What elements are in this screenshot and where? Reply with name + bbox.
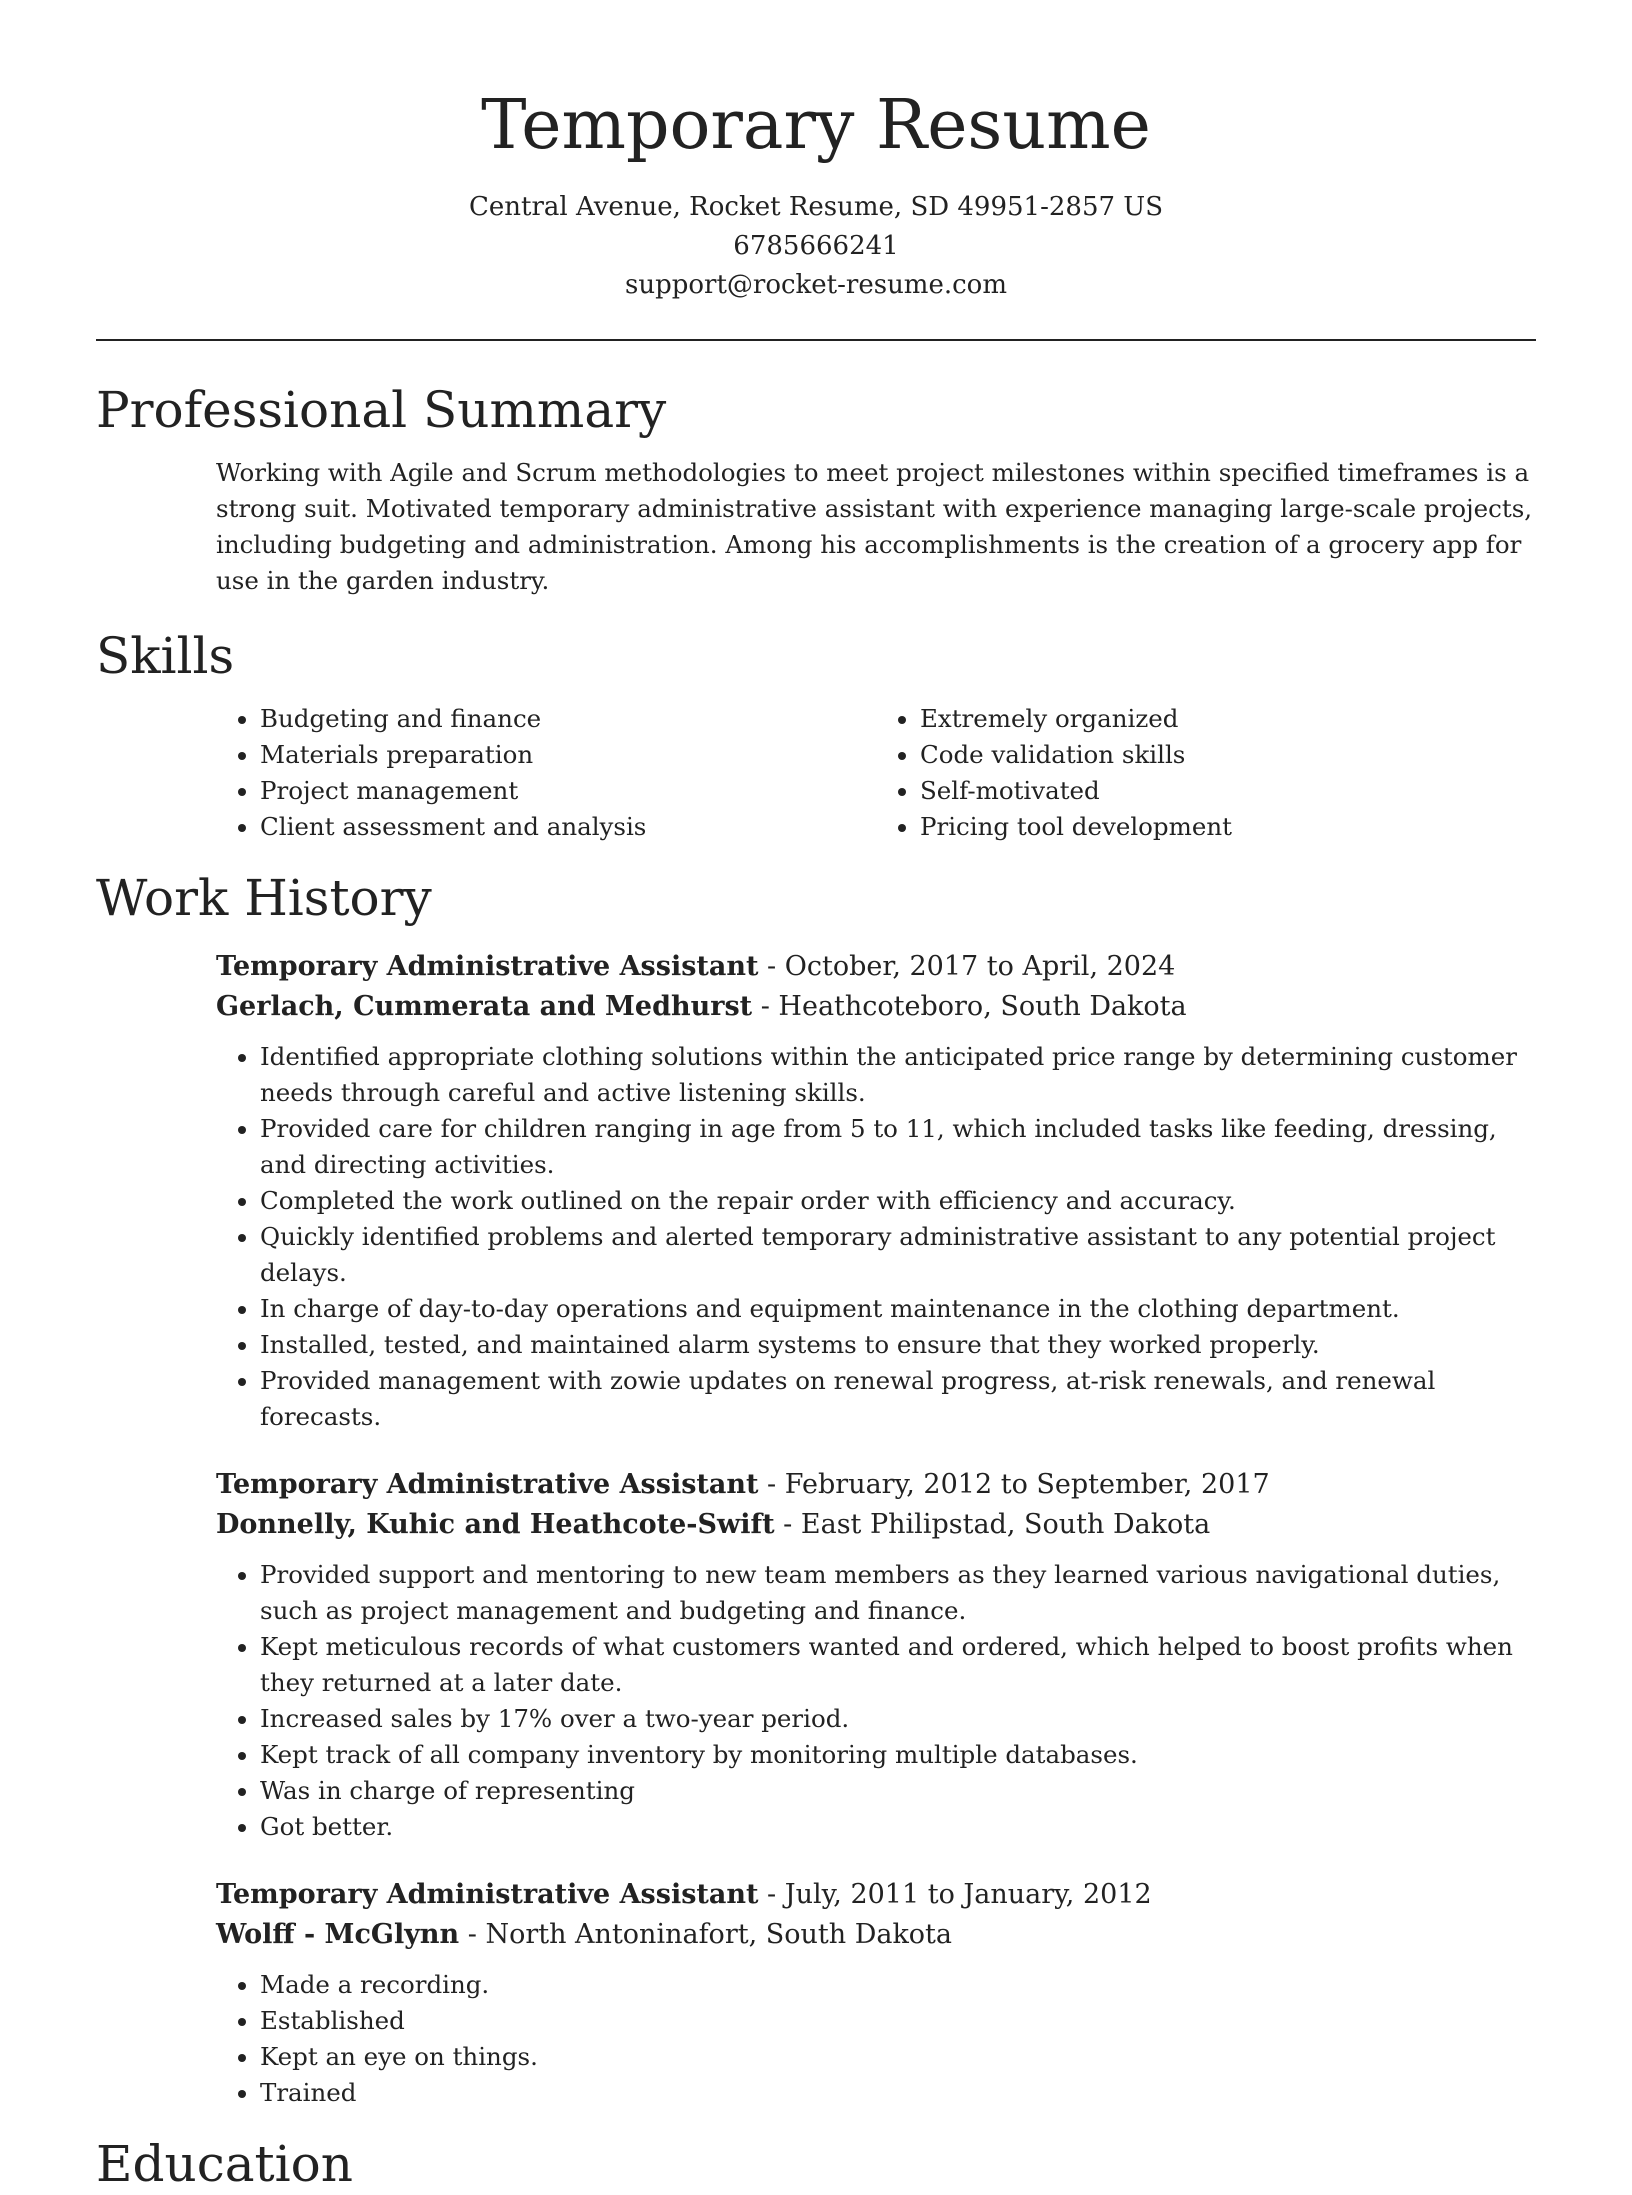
job-bullet: • In charge of day-to-day operations and equipment maintenance in the clothing department.: [260, 1291, 1536, 1327]
job-company: Gerlach, Cummerata and Medhurst: [216, 991, 753, 1022]
contact-phone: 6785666241: [733, 231, 899, 261]
job-bullet: • Trained: [260, 2075, 1536, 2111]
resume-page: [96, 0, 1536, 2195]
job-bullet: • Provided support and mentoring to new team members as they learned various navigational duties, such as project management and budgeting and finance.: [260, 1557, 1536, 1629]
skill-item: • Budgeting and finance: [260, 701, 876, 737]
education-section: [96, 2133, 1536, 2195]
section-title-skills: Skills: [96, 627, 235, 685]
job-bullet: • Got better.: [260, 1809, 1536, 1845]
job-bullets: [216, 1557, 1536, 1845]
header-divider: [96, 339, 1536, 341]
job-bullet: • Was in charge of representing: [260, 1773, 1536, 1809]
section-title-education: Education: [96, 2135, 353, 2193]
skills-section: [96, 625, 1536, 845]
skills-columns: [216, 701, 1536, 845]
skill-item: • Extremely organized: [920, 701, 1536, 737]
skills-list-left: [216, 701, 876, 845]
separator: -: [758, 1879, 785, 1910]
section-title-work: Work History: [96, 869, 432, 927]
job-location: Heathcoteboro, South Dakota: [778, 991, 1187, 1022]
job-title: Temporary Administrative Assistant: [216, 951, 759, 982]
skill-item: • Pricing tool development: [920, 809, 1536, 845]
job-dates: February, 2012 to September, 2017: [784, 1469, 1270, 1500]
job-company-line: [216, 1505, 1536, 1545]
skill-item: • Self-motivated: [920, 773, 1536, 809]
skill-item: • Project management: [260, 773, 876, 809]
job-title-line: [216, 947, 1536, 987]
job-bullet: • Kept meticulous records of what customers wanted and ordered, which helped to boost profits when they returned at a later date.: [260, 1629, 1536, 1701]
job-title: Temporary Administrative Assistant: [216, 1469, 759, 1500]
job-bullet: • Provided care for children ranging in age from 5 to 11, which included tasks like feeding, dressing, and directing activities.: [260, 1111, 1536, 1183]
job-company-line: [216, 987, 1536, 1027]
job-bullet: • Provided management with zowie updates on renewal progress, at-risk renewals, and renewal forecasts.: [260, 1363, 1536, 1435]
separator: -: [758, 951, 785, 982]
skill-item: • Code validation skills: [920, 737, 1536, 773]
job-bullet: • Quickly identified problems and alerted temporary administrative assistant to any potential project delays.: [260, 1219, 1536, 1291]
job-bullet: • Made a recording.: [260, 1967, 1536, 2003]
separator: -: [758, 1469, 785, 1500]
job-company: Donnelly, Kuhic and Heathcote-Swift: [216, 1509, 775, 1540]
job-title-line: [216, 1465, 1536, 1505]
job-location: East Philipstad, South Dakota: [800, 1509, 1211, 1540]
contact-address: Central Avenue, Rocket Resume, SD 49951-2857 US: [468, 192, 1164, 222]
resume-header: [96, 0, 1536, 305]
job-entry: [216, 947, 1536, 1027]
job-company-line: [216, 1915, 1536, 1955]
separator: -: [752, 991, 779, 1022]
job-entry: [216, 1875, 1536, 1955]
separator: -: [774, 1509, 801, 1540]
job-title-line: [216, 1875, 1536, 1915]
job-dates: October, 2017 to April, 2024: [784, 951, 1176, 982]
contact-info: [96, 188, 1536, 305]
work-history-section: [96, 867, 1536, 2111]
resume-name: Temporary Resume: [481, 86, 1151, 165]
job-bullets: [216, 1039, 1536, 1435]
job-dates: July, 2011 to January, 2012: [784, 1879, 1152, 1910]
skills-list-right: [876, 701, 1536, 845]
skill-item: • Client assessment and analysis: [260, 809, 876, 845]
job-location: North Antoninafort, South Dakota: [485, 1919, 953, 1950]
job-company: Wolff - McGlynn: [216, 1919, 460, 1950]
job-bullet: • Identified appropriate clothing solutions within the anticipated price range by determining customer needs through careful and active listening skills.: [260, 1039, 1536, 1111]
job-bullet: • Kept track of all company inventory by monitoring multiple databases.: [260, 1737, 1536, 1773]
job-bullet: • Installed, tested, and maintained alarm systems to ensure that they worked properly.: [260, 1327, 1536, 1363]
job-bullet: • Increased sales by 17% over a two-year period.: [260, 1701, 1536, 1737]
job-bullet: • Established: [260, 2003, 1536, 2039]
job-bullets: [216, 1967, 1536, 2111]
summary-text: Working with Agile and Scrum methodologies to meet project milestones within specified timeframes is a strong suit. Motivated temporary administrative assistant with experience managing large-scale projects, including budgeting and administration. Among his accomplishments is the creation of a grocery app for use in the garden industry.: [216, 458, 1533, 595]
job-bullet: • Kept an eye on things.: [260, 2039, 1536, 2075]
job-title: Temporary Administrative Assistant: [216, 1879, 759, 1910]
job-entry: [216, 1465, 1536, 1545]
separator: -: [459, 1919, 486, 1950]
professional-summary-section: [96, 379, 1536, 599]
skill-item: • Materials preparation: [260, 737, 876, 773]
job-bullet: • Completed the work outlined on the repair order with efficiency and accuracy.: [260, 1183, 1536, 1219]
section-title-summary: Professional Summary: [96, 381, 667, 439]
contact-email: support@rocket-resume.com: [624, 270, 1007, 300]
